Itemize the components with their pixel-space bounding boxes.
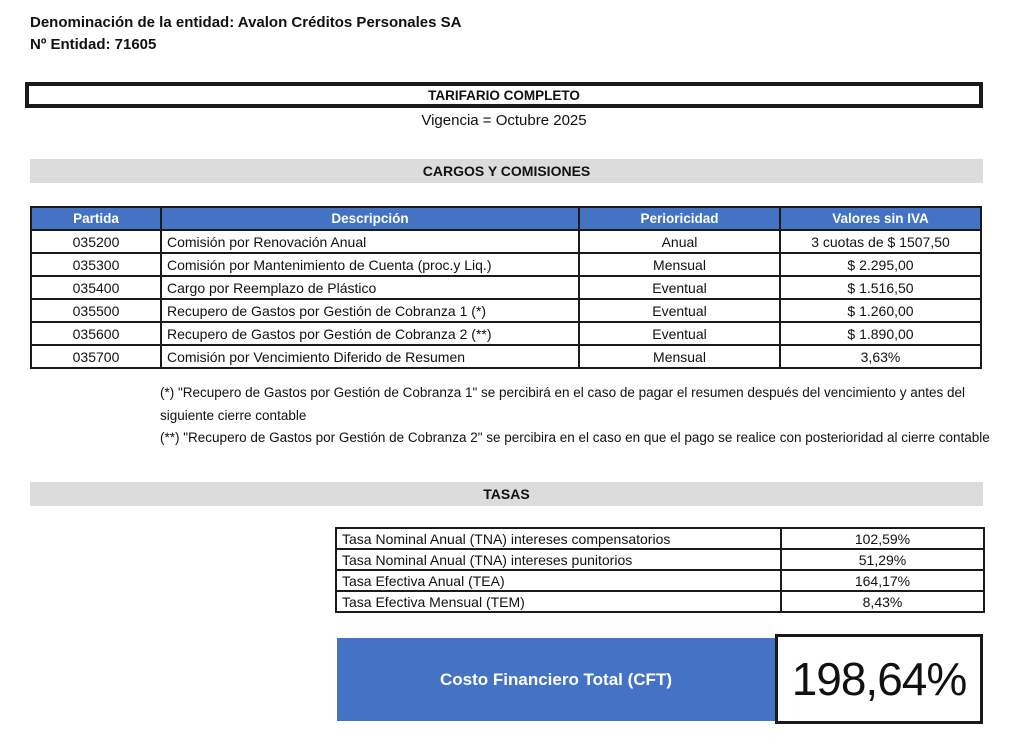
cft-label-box: Costo Financiero Total (CFT)	[337, 638, 775, 721]
cell-valor: $ 1.516,50	[780, 276, 981, 299]
cell-descripcion: Cargo por Reemplazo de Plástico	[161, 276, 579, 299]
charges-table	[30, 206, 982, 369]
table-row	[31, 322, 981, 345]
rate-label: Tasa Nominal Anual (TNA) intereses punitorios	[336, 549, 781, 570]
cell-partida: 035400	[31, 276, 161, 299]
rate-row	[336, 570, 984, 591]
cell-descripcion: Comisión por Mantenimiento de Cuenta (proc.y Liq.)	[161, 253, 579, 276]
cell-perioricidad: Eventual	[579, 276, 780, 299]
cell-valor: $ 2.295,00	[780, 253, 981, 276]
cell-valor: $ 1.260,00	[780, 299, 981, 322]
cell-valor: $ 1.890,00	[780, 322, 981, 345]
table-row	[31, 299, 981, 322]
column-header-perioricidad: Perioricidad	[579, 207, 780, 230]
cell-partida: 035600	[31, 322, 161, 345]
entity-header	[30, 12, 461, 56]
rate-label: Tasa Efectiva Anual (TEA)	[336, 570, 781, 591]
cell-perioricidad: Anual	[579, 230, 780, 253]
cell-partida: 035300	[31, 253, 161, 276]
rate-row	[336, 549, 984, 570]
rate-value: 164,17%	[781, 570, 984, 591]
cell-partida: 035700	[31, 345, 161, 368]
cell-valor: 3 cuotas de $ 1507,50	[780, 230, 981, 253]
rate-label: Tasa Nominal Anual (TNA) intereses compensatorios	[336, 528, 781, 549]
rates-table	[335, 527, 985, 613]
column-header-partida: Partida	[31, 207, 161, 230]
cell-descripcion: Recupero de Gastos por Gestión de Cobranza 2 (**)	[161, 322, 579, 345]
table-row	[31, 276, 981, 299]
cell-descripcion: Comisión por Renovación Anual	[161, 230, 579, 253]
cell-valor: 3,63%	[780, 345, 981, 368]
table-row	[31, 230, 981, 253]
entity-name: Denominación de la entidad: Avalon Créditos Personales SA	[30, 14, 462, 31]
rate-value: 102,59%	[781, 528, 984, 549]
validity-line: Vigencia = Octubre 2025	[421, 112, 587, 129]
rate-label: Tasa Efectiva Mensual (TEM)	[336, 591, 781, 612]
footnote-2: (**) "Recupero de Gastos por Gestión de Cobranza 2" se percibira en el caso en que el pago se realice con posterioridad al cierre contable	[160, 430, 990, 445]
rate-row	[336, 591, 984, 612]
document-title-box	[25, 82, 983, 108]
table-row	[31, 345, 981, 368]
cell-descripcion: Comisión por Vencimiento Diferido de Resumen	[161, 345, 579, 368]
footnote-1: (*) "Recupero de Gastos por Gestión de Cobranza 1" se percibirá en el caso de pagar el resumen después del vencimiento y antes del siguiente cierre contable	[160, 385, 966, 423]
cell-perioricidad: Eventual	[579, 299, 780, 322]
column-header-valores: Valores sin IVA	[780, 207, 981, 230]
cell-perioricidad: Mensual	[579, 345, 780, 368]
column-header-descripcion: Descripción	[161, 207, 579, 230]
table-row	[31, 253, 981, 276]
cell-partida: 035200	[31, 230, 161, 253]
document-title: TARIFARIO COMPLETO	[428, 87, 580, 103]
footnotes	[160, 382, 992, 450]
rate-value: 8,43%	[781, 591, 984, 612]
cft-value-box: 198,64%	[775, 634, 983, 724]
rate-row	[336, 528, 984, 549]
rates-section-heading: TASAS	[30, 482, 983, 506]
charges-section-heading: CARGOS Y COMISIONES	[30, 159, 983, 183]
cell-perioricidad: Mensual	[579, 253, 780, 276]
charges-header-row	[31, 207, 981, 230]
cell-partida: 035500	[31, 299, 161, 322]
rate-value: 51,29%	[781, 549, 984, 570]
entity-number: Nº Entidad: 71605	[30, 36, 157, 53]
cell-descripcion: Recupero de Gastos por Gestión de Cobranza 1 (*)	[161, 299, 579, 322]
cell-perioricidad: Eventual	[579, 322, 780, 345]
